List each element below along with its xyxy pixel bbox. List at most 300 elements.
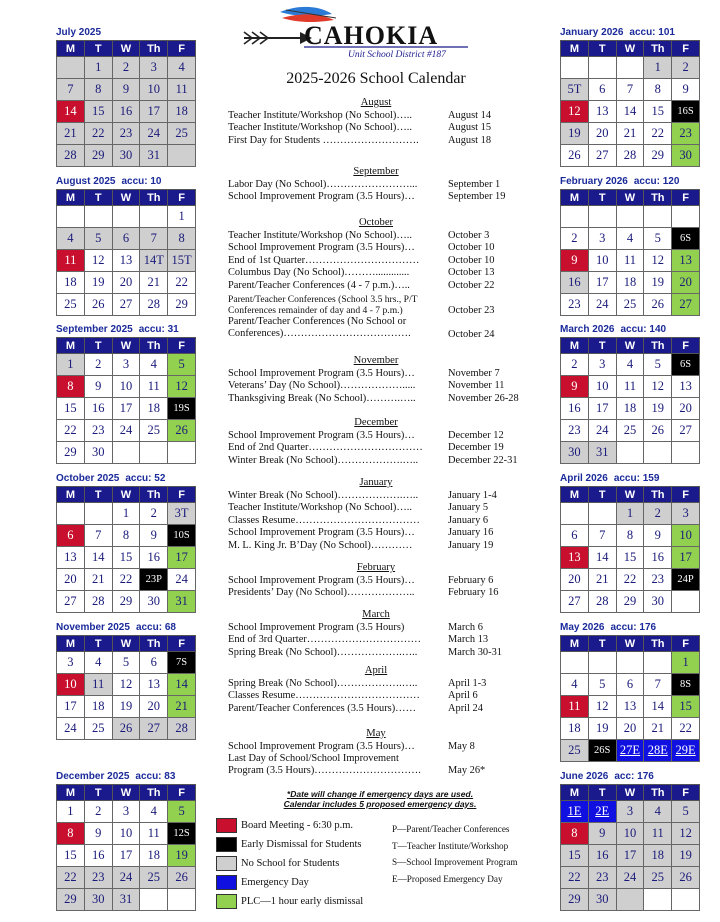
calendar-day: 30 (84, 889, 112, 911)
calendar-day: 14 (588, 547, 616, 569)
calendar-day: 27E (616, 740, 644, 762)
calendar-week-row (57, 503, 196, 525)
event-row (228, 380, 505, 392)
calendar-day: 24 (112, 420, 140, 442)
calendar-day: 8 (616, 525, 644, 547)
calendar-day: 7 (84, 525, 112, 547)
calendar-day (588, 206, 616, 228)
calendar-day: 11 (616, 376, 644, 398)
event-label: End of 3rd Quarter…………………………… (228, 634, 422, 646)
event-label: Teacher Institute/Workshop (No School)….. (228, 122, 412, 134)
calendar-week-row (57, 354, 196, 376)
calendar-week-row (561, 250, 700, 272)
calendar-day: 27 (588, 145, 616, 167)
event-label: School Improvement Program (3.5 Hours)… (228, 741, 415, 752)
calendar-day: 4 (644, 801, 672, 823)
calendar-week-row (561, 272, 700, 294)
calendar-week-row (561, 718, 700, 740)
october-conferences-24: Parent/Teacher Conferences (No School or Conferences)………………………………. (228, 316, 411, 339)
month-heading-march: March (362, 609, 390, 620)
weekday-header: M (57, 338, 85, 354)
calendar-day: 18 (616, 272, 644, 294)
calendar-day: 24 (112, 867, 140, 889)
calendar-day: 13 (588, 101, 616, 123)
calendar-day: 23 (84, 867, 112, 889)
calendar-day: 26 (112, 718, 140, 740)
calendar-day: 20 (672, 398, 700, 420)
calendar-day: 25 (140, 867, 168, 889)
weekday-header: W (112, 785, 140, 801)
event-date: August 14 (448, 110, 492, 121)
calendar-day: 1 (57, 801, 85, 823)
calendar-day: 14 (644, 696, 672, 718)
calendar-november-2025 (56, 622, 196, 740)
weekday-header: Th (644, 190, 672, 206)
calendar-day: 4 (84, 652, 112, 674)
calendar-day: 24 (588, 294, 616, 316)
weekday-header: Th (644, 487, 672, 503)
event-row (228, 230, 490, 242)
calendar-day: 8 (168, 228, 196, 250)
event-row (228, 678, 487, 690)
calendar-week-row (57, 442, 196, 464)
calendar-day: 4 (616, 354, 644, 376)
calendar-day: 12 (561, 101, 589, 123)
calendar-day (561, 57, 589, 79)
weekday-header: F (168, 636, 196, 652)
weekday-header: M (561, 190, 589, 206)
calendar-day: 22 (168, 272, 196, 294)
event-row (228, 279, 495, 292)
calendar-day: 9 (140, 525, 168, 547)
month-heading-december: December (354, 417, 398, 428)
calendar-day: 10 (112, 376, 140, 398)
calendar-day: 1 (112, 503, 140, 525)
emergency-note (260, 789, 500, 809)
calendar-day: 15 (644, 101, 672, 123)
event-label: Teacher Institute/Workshop (No School)….. (228, 502, 412, 514)
event-row (228, 191, 506, 203)
calendar-day (168, 889, 196, 911)
event-date: October 10 (448, 254, 495, 266)
calendar-day (140, 206, 168, 228)
event-label: School Improvement Program (3.5 Hours)… (228, 575, 415, 586)
legend-swatch (216, 875, 237, 890)
calendar-day: 8 (84, 79, 112, 101)
calendar-day: 24 (616, 867, 644, 889)
event-date: October 3 (448, 230, 490, 241)
event-date: September 1 (448, 179, 501, 190)
calendar-day: 26 (672, 867, 700, 889)
event-row (228, 368, 500, 380)
abbreviation-item: S—School Improvement Program (392, 857, 518, 867)
calendar-day: 12 (588, 696, 616, 718)
calendar-day (644, 889, 672, 911)
event-date: October 24 (448, 329, 495, 340)
legend-item (216, 837, 361, 852)
event-label: End of 2nd Quarter…………………………… (228, 442, 423, 454)
calendar-day: 16 (588, 845, 616, 867)
calendar-day: 5 (644, 354, 672, 376)
calendar-day (112, 442, 140, 464)
calendar-day: 22 (57, 867, 85, 889)
calendar-day (672, 442, 700, 464)
calendar-day: 16 (561, 272, 589, 294)
event-date: January 5 (448, 502, 489, 514)
calendar-day: 25 (561, 740, 589, 762)
calendar-week-row (57, 123, 196, 145)
calendar-day (112, 206, 140, 228)
weekday-header: M (561, 338, 589, 354)
weekday-header: W (616, 785, 644, 801)
calendar-day: 4 (561, 674, 589, 696)
calendar-day: 9 (84, 823, 112, 845)
calendar-day: 14 (168, 674, 196, 696)
calendar-day (561, 503, 589, 525)
calendar-day: 17 (588, 398, 616, 420)
legend-item (216, 875, 309, 890)
weekday-header: W (616, 190, 644, 206)
calendar-day: 6 (140, 652, 168, 674)
calendar-day: 19 (112, 696, 140, 718)
calendar-day (140, 442, 168, 464)
calendar-week-row (561, 123, 700, 145)
calendar-accu: accu: 176 (610, 622, 657, 633)
calendar-day: 10 (588, 250, 616, 272)
calendar-day: 5 (84, 228, 112, 250)
weekday-header: M (561, 636, 589, 652)
calendar-day: 15 (672, 696, 700, 718)
calendar-day: 3T (168, 503, 196, 525)
calendar-day: 28 (616, 145, 644, 167)
calendar-day: 27 (112, 294, 140, 316)
calendar-month-name: July 2025 (56, 27, 102, 38)
weekday-header: T (588, 487, 616, 503)
calendar-day (644, 206, 672, 228)
event-label: M. L. King Jr. B’Day (No School)………… (228, 539, 413, 551)
calendar-month-name: December 2025 (56, 771, 130, 782)
weekday-header: W (616, 41, 644, 57)
calendar-week-row (57, 674, 196, 696)
calendar-day: 10 (588, 376, 616, 398)
calendar-day: 25 (140, 420, 168, 442)
calendar-week-row (561, 823, 700, 845)
calendar-week-row (57, 101, 196, 123)
logo-text: CAHOKIA (304, 21, 439, 50)
weekday-header: W (112, 41, 140, 57)
event-row (228, 392, 519, 405)
calendar-day: 8 (561, 823, 589, 845)
calendar-week-row (57, 889, 196, 911)
calendar-day: 26 (644, 420, 672, 442)
calendar-day: 8 (57, 376, 85, 398)
event-label: School Improvement Program (3.5 Hours)… (228, 242, 415, 254)
calendar-week-row (561, 376, 700, 398)
calendar-week-row (57, 57, 196, 79)
calendar-day: 18 (561, 718, 589, 740)
weekday-header: Th (644, 785, 672, 801)
weekday-header: Th (140, 190, 168, 206)
event-row (228, 179, 501, 191)
calendar-week-row (561, 845, 700, 867)
weekday-header: F (672, 41, 700, 57)
calendar-day: 9 (588, 823, 616, 845)
calendar-day: 1 (672, 652, 700, 674)
calendar-day: 29 (616, 591, 644, 613)
calendar-week-row (561, 569, 700, 591)
calendar-day: 15 (57, 845, 85, 867)
page-title: 2025-2026 School Calendar (286, 70, 466, 87)
weekday-header: M (57, 487, 85, 503)
calendar-day: 3 (112, 354, 140, 376)
calendar-day: 3 (140, 57, 168, 79)
event-row (228, 502, 489, 514)
month-heading-january: January (359, 477, 393, 488)
calendar-day: 31 (588, 442, 616, 464)
weekday-header: T (588, 190, 616, 206)
calendar-day: 17 (168, 547, 196, 569)
calendar-day (616, 889, 644, 911)
event-date: March 30-31 (448, 646, 502, 658)
calendar-day: 18 (616, 398, 644, 420)
calendar-week-row (561, 398, 700, 420)
calendar-day: 19S (168, 398, 196, 420)
calendar-day (672, 206, 700, 228)
calendar-day: 21 (140, 272, 168, 294)
calendar-day: 24P (672, 569, 700, 591)
calendar-day: 19 (644, 398, 672, 420)
event-label: School Improvement Program (3.5 Hours)… (228, 430, 415, 441)
legend-label: Early Dismissal for Students (241, 838, 362, 850)
weekday-header: F (672, 636, 700, 652)
calendar-day: 21 (644, 718, 672, 740)
calendar-day: 27 (57, 591, 85, 613)
calendar-week-row (57, 718, 196, 740)
event-label: Parent/Teacher Conferences (3.5 Hours)…… (228, 702, 416, 714)
calendar-day: 12 (644, 250, 672, 272)
calendar-day: 29 (561, 889, 589, 911)
calendar-accu: accu: 31 (138, 324, 179, 335)
calendar-june-2026 (560, 771, 700, 911)
calendar-day: 2E (588, 801, 616, 823)
calendar-day: 28 (168, 718, 196, 740)
calendar-day: 28 (84, 591, 112, 613)
month-heading-february: February (356, 562, 396, 573)
legend-label: Emergency Day (241, 876, 309, 888)
event-row (228, 539, 494, 552)
calendar-day: 28 (57, 145, 85, 167)
calendar-day: 9 (644, 525, 672, 547)
calendar-day: 13 (112, 250, 140, 272)
calendar-day: 5 (168, 354, 196, 376)
event-date: May 26* (448, 765, 486, 776)
event-label: Spring Break (No School)……………….….. (228, 678, 418, 689)
event-date: March 13 (448, 634, 489, 646)
calendar-month-name: August 2025 (56, 176, 116, 187)
calendar-day: 13 (140, 674, 168, 696)
weekday-header: F (672, 190, 700, 206)
calendar-march-2026 (560, 324, 700, 464)
calendar-week-row (57, 206, 196, 228)
weekday-header: T (84, 636, 112, 652)
calendar-day: 30 (112, 145, 140, 167)
calendar-week-row (561, 740, 700, 762)
calendar-day: 3 (112, 801, 140, 823)
calendar-week-row (561, 228, 700, 250)
event-date: September 19 (448, 191, 506, 203)
legend-item (216, 818, 353, 833)
legend-swatch (216, 837, 237, 852)
calendar-week-row (561, 801, 700, 823)
calendar-day: 27 (672, 294, 700, 316)
calendar-week-row (561, 442, 700, 464)
calendar-day: 26 (168, 420, 196, 442)
calendar-day: 14 (616, 101, 644, 123)
event-row (228, 122, 492, 134)
calendar-month-name: March 2026 (560, 324, 615, 335)
calendar-day: 23 (84, 420, 112, 442)
weekday-header: F (168, 190, 196, 206)
weekday-header: F (672, 487, 700, 503)
calendar-day: 25 (57, 294, 85, 316)
calendar-day (672, 591, 700, 613)
weekday-header: W (616, 338, 644, 354)
calendar-day: 18 (168, 101, 196, 123)
event-row (228, 254, 495, 267)
event-date: December 22-31 (448, 454, 518, 466)
calendar-day: 20 (588, 123, 616, 145)
cahokia-logo (240, 4, 470, 60)
calendar-day (616, 206, 644, 228)
calendar-day: 28 (140, 294, 168, 316)
calendar-day: 26 (561, 145, 589, 167)
event-date: October 22 (448, 279, 495, 291)
calendar-day (588, 57, 616, 79)
weekday-header: T (588, 785, 616, 801)
calendar-accu: accu: 52 (125, 473, 166, 484)
event-date: October 23 (448, 305, 495, 316)
event-label: Classes Resume……………………………… (228, 690, 420, 702)
weekday-header: M (57, 41, 85, 57)
event-row (228, 575, 494, 587)
event-label: Columbus Day (No School)………............. (228, 267, 410, 279)
calendar-day (57, 206, 85, 228)
event-date: January 1-4 (448, 490, 497, 501)
calendar-day: 19 (588, 718, 616, 740)
calendar-day: 10 (112, 823, 140, 845)
calendar-week-row (57, 294, 196, 316)
calendar-day: 2 (112, 57, 140, 79)
event-date: January 6 (448, 514, 489, 526)
calendar-day: 8 (644, 79, 672, 101)
calendar-day: 13 (57, 547, 85, 569)
calendar-day: 5T (561, 79, 589, 101)
calendar-day: 7S (168, 652, 196, 674)
calendar-day: 1 (84, 57, 112, 79)
calendar-day: 2 (561, 354, 589, 376)
legend-swatch (216, 894, 237, 909)
calendar-month-name: June 2026 (560, 771, 609, 782)
calendar-day: 27 (561, 591, 589, 613)
calendar-day: 20 (672, 272, 700, 294)
calendar-week-row (57, 696, 196, 718)
calendar-day (588, 652, 616, 674)
calendar-day: 23 (672, 123, 700, 145)
event-date: November 11 (448, 380, 505, 392)
weekday-header: T (84, 338, 112, 354)
calendar-day: 22 (561, 867, 589, 889)
event-label: End of 1st Quarter…………………………… (228, 254, 420, 266)
calendar-week-row (561, 547, 700, 569)
calendar-day: 9 (561, 250, 589, 272)
weekday-header: Th (644, 636, 672, 652)
calendar-day: 8 (112, 525, 140, 547)
calendar-day: 22 (84, 123, 112, 145)
calendar-day: 18 (57, 272, 85, 294)
calendar-day: 15 (616, 547, 644, 569)
calendar-day: 2 (84, 354, 112, 376)
calendar-day (616, 57, 644, 79)
calendar-day: 6 (561, 525, 589, 547)
calendar-day: 29 (112, 591, 140, 613)
calendar-day: 20 (140, 696, 168, 718)
event-label: School Improvement Program (3.5 Hours)… (228, 191, 415, 203)
calendar-day (84, 503, 112, 525)
event-date: February 6 (448, 575, 494, 586)
calendar-day: 29E (672, 740, 700, 762)
calendar-accu: accu: 83 (135, 771, 176, 782)
event-row (228, 622, 483, 634)
calendar-october-2025 (56, 473, 196, 613)
event-row (228, 634, 489, 646)
event-label: Classes Resume……………………………… (228, 514, 420, 526)
calendar-accu: accu: 140 (620, 324, 667, 335)
calendar-day: 26 (644, 294, 672, 316)
calendar-day: 17 (588, 272, 616, 294)
calendar-day: 5 (588, 674, 616, 696)
event-date: February 16 (448, 587, 499, 599)
calendar-day: 20 (561, 569, 589, 591)
calendar-day: 4 (57, 228, 85, 250)
calendar-day: 1 (57, 354, 85, 376)
calendar-week-row (57, 801, 196, 823)
calendar-day: 8S (672, 674, 700, 696)
calendar-day: 14 (84, 547, 112, 569)
event-date: December 19 (448, 442, 504, 454)
calendar-day: 6S (672, 354, 700, 376)
weekday-header: F (672, 785, 700, 801)
calendar-day: 15 (84, 101, 112, 123)
calendar-day: 1E (561, 801, 589, 823)
weekday-header: F (168, 338, 196, 354)
event-label: Winter Break (No School)……………….….. (228, 454, 419, 466)
month-heading-april: April (364, 665, 388, 676)
weekday-header: W (616, 636, 644, 652)
calendar-day (561, 652, 589, 674)
calendar-day: 11 (644, 823, 672, 845)
calendar-week-row (57, 525, 196, 547)
calendar-day: 27 (672, 420, 700, 442)
calendar-day: 25 (616, 420, 644, 442)
weekday-header: Th (140, 338, 168, 354)
calendar-day: 17 (672, 547, 700, 569)
event-date: October 13 (448, 267, 495, 279)
calendar-week-row (561, 889, 700, 911)
calendar-day: 22 (57, 420, 85, 442)
event-row (228, 514, 489, 527)
weekday-header: M (57, 636, 85, 652)
calendar-day: 6S (672, 228, 700, 250)
